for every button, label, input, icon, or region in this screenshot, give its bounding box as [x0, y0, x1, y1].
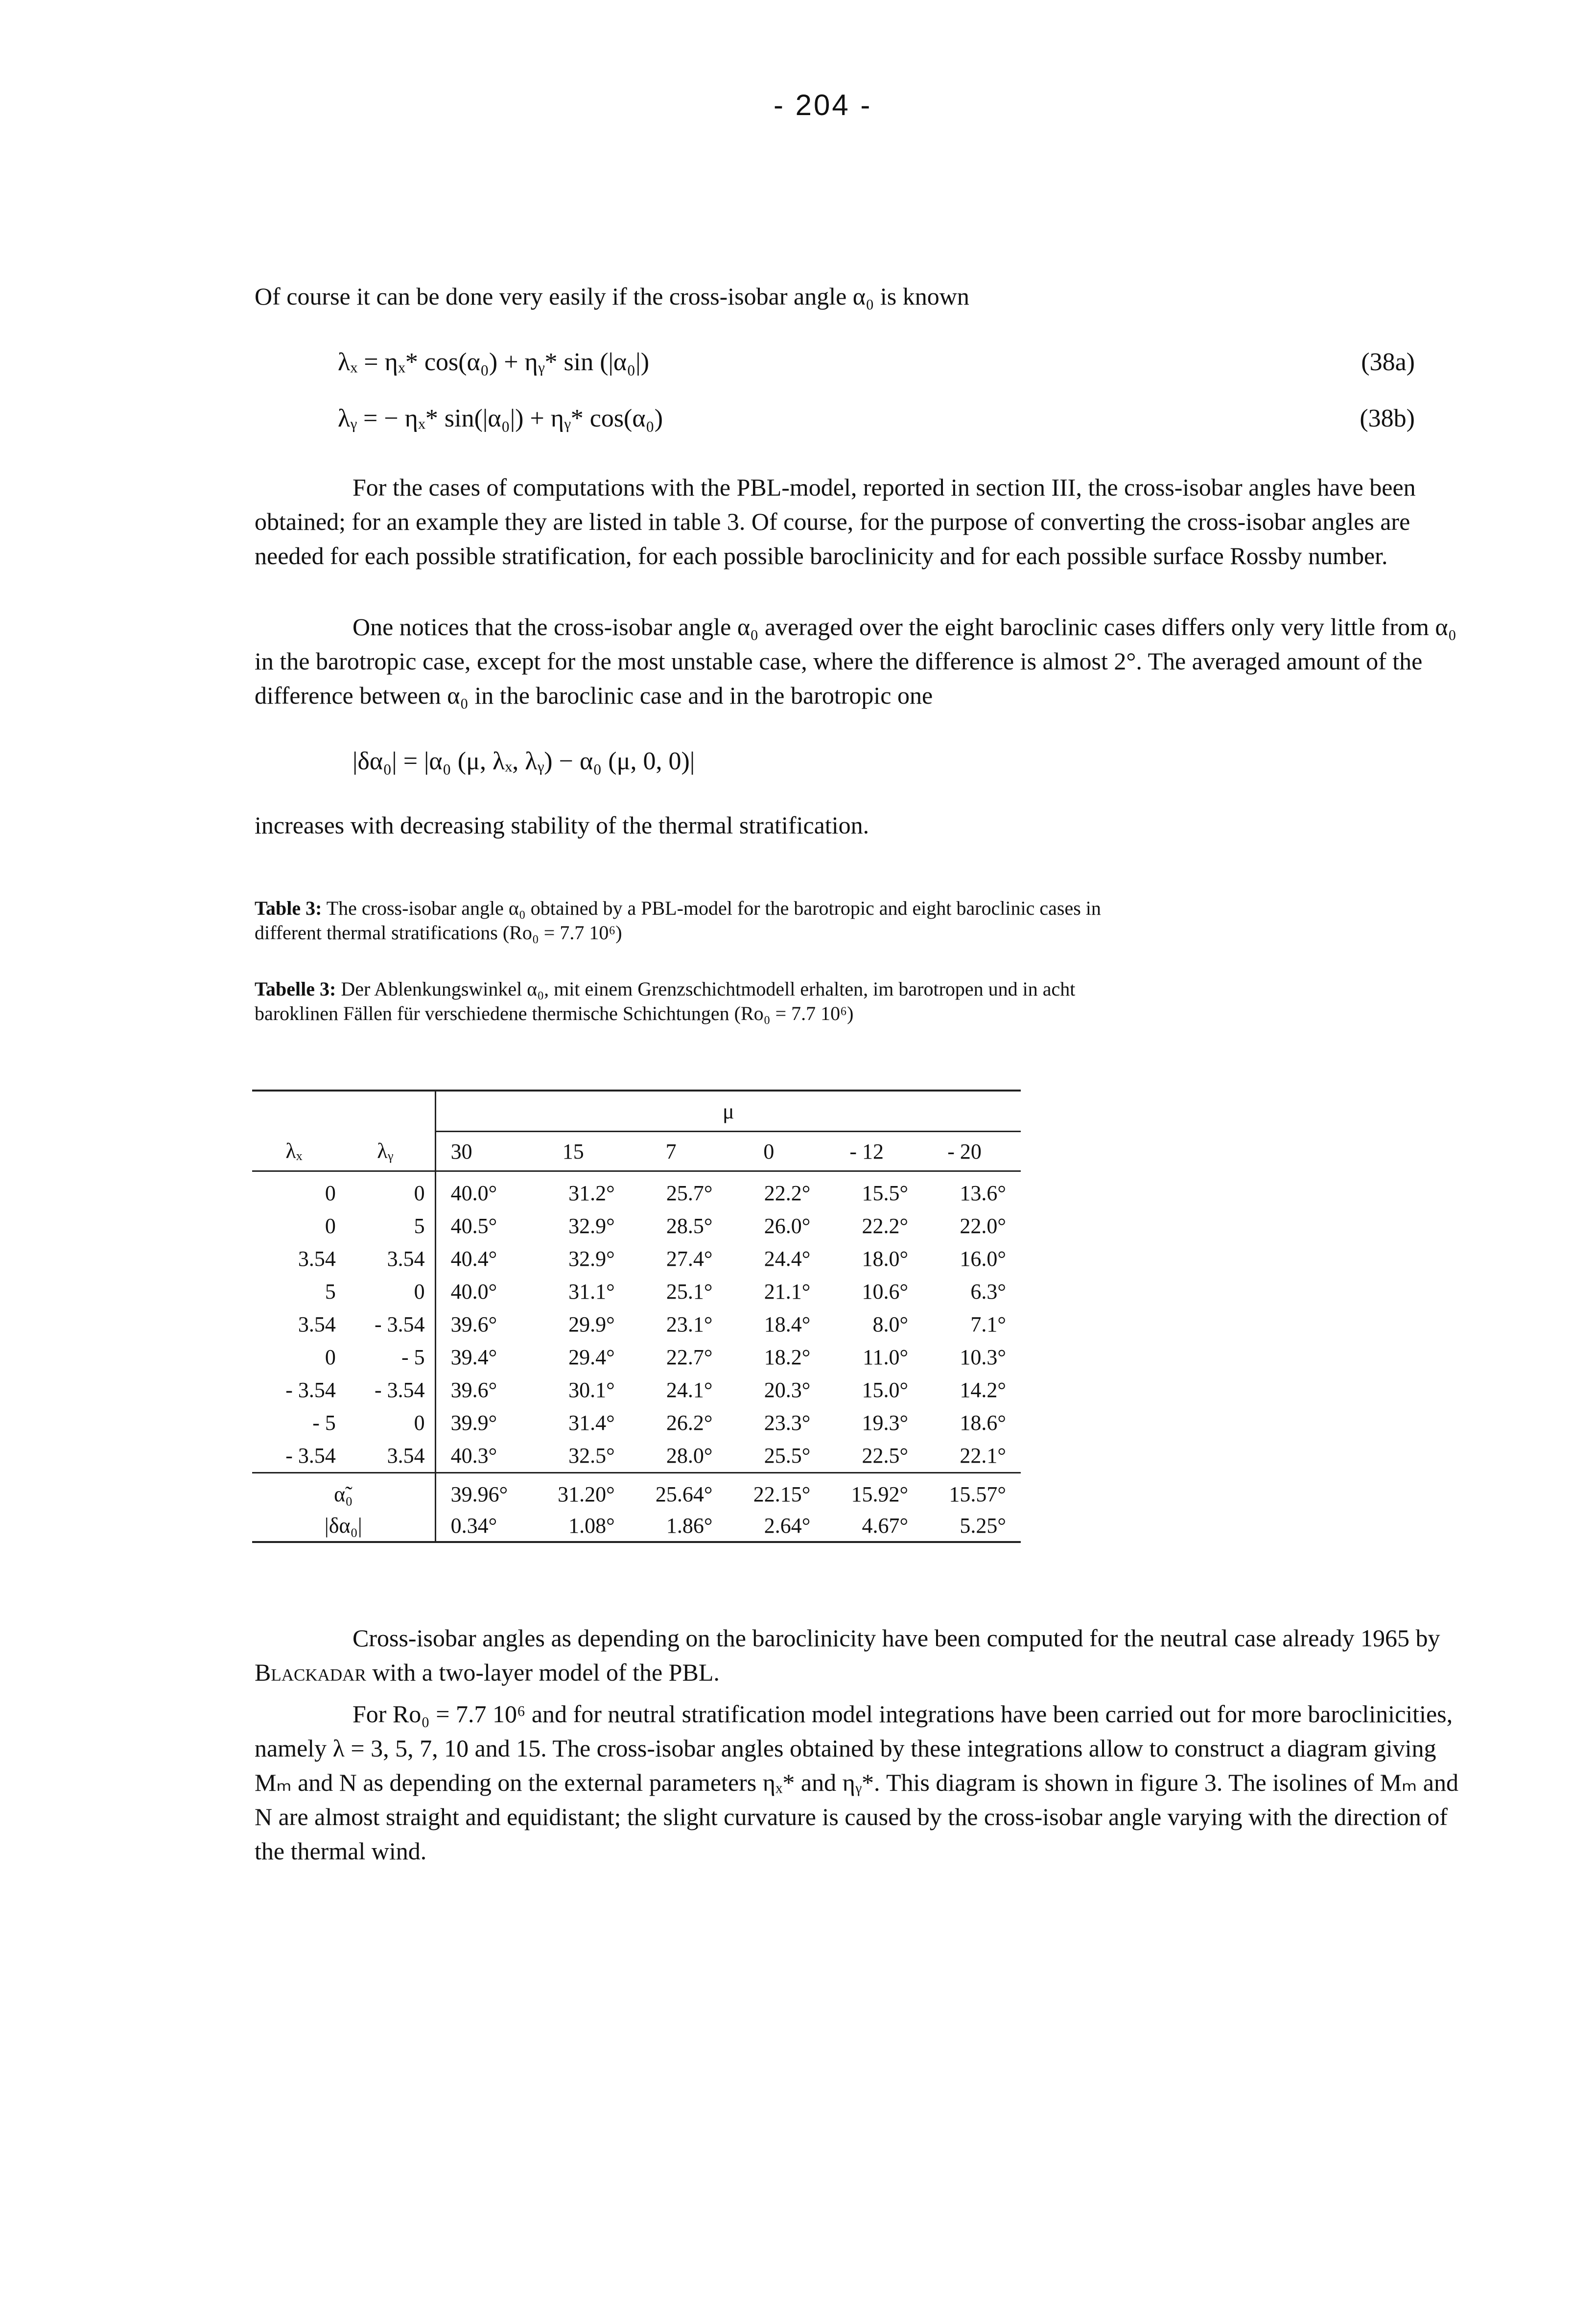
lambda-y-cell: 3.54 [346, 1439, 435, 1473]
angle-cell: 29.4° [568, 1345, 615, 1369]
page-number: - 204 - [774, 89, 872, 121]
summary-cell: 25.64° [655, 1482, 713, 1506]
angle-cell: 20.3° [764, 1378, 811, 1402]
lambda-x-cell: 0 [325, 1181, 336, 1205]
summary-cell: 2.64° [728, 1510, 825, 1542]
angle-cell: 32.9° [568, 1214, 615, 1238]
paragraph-text: with a two-layer model of the PBL. [366, 1659, 720, 1686]
lambda-y-cell: - 3.54 [346, 1374, 435, 1406]
angle-cell: 15.0° [862, 1378, 909, 1402]
angle-cell: 31.2° [568, 1181, 615, 1205]
summary-cell: 15.92° [851, 1482, 909, 1506]
mean-difference-label: |δα₀| [252, 1510, 435, 1542]
summary-cell: 4.67° [825, 1510, 923, 1542]
angle-cell: 19.3° [862, 1411, 909, 1435]
data-table [252, 1090, 1021, 1543]
angle-cell: 39.9° [450, 1411, 497, 1435]
lambda-y-cell: 0 [346, 1177, 435, 1210]
angle-cell: 40.0° [450, 1280, 497, 1304]
table-caption-german [255, 977, 1136, 1026]
angle-cell: 14.2° [960, 1378, 1006, 1402]
angle-cell: 13.6° [960, 1181, 1006, 1205]
lambda-y-cell: - 3.54 [346, 1308, 435, 1341]
lambda-x-cell: 0 [325, 1345, 336, 1369]
lambda-x-cell: 3.54 [298, 1312, 336, 1336]
lambda-x-cell: 0 [325, 1214, 336, 1238]
table-row [252, 1374, 1021, 1406]
angle-cell: 31.1° [568, 1280, 615, 1304]
angle-cell: 23.1° [666, 1312, 713, 1336]
table-caption-english [255, 896, 1136, 945]
summary-cell: 31.20° [558, 1482, 615, 1506]
angle-cell: 11.0° [863, 1345, 909, 1369]
angle-cell: 22.5° [862, 1444, 909, 1468]
lambda-y-cell: 0 [346, 1406, 435, 1439]
angle-cell: 22.1° [960, 1444, 1006, 1468]
mu-header: μ [435, 1091, 1021, 1132]
paragraph-neutral-stratification: For Ro₀ = 7.7 10⁶ and for neutral stratification model integrations have been carried out for more baroclinicities, namely λ = 3, 5, 7, 10 and 15. The cross-isobar angles obtained by these integrations allow to construct a diagram giving Mₘ and N as depending on the external parameters ηₓ* and ηᵧ*. This diagram is shown in figure 3. The isolines of Mₘ and N are almost straight and equidistant; the slight curvature is caused by the cross-isobar angle varying with the direction of the thermal wind. [255, 1700, 1458, 1865]
summary-cell: 0.34° [435, 1510, 532, 1542]
angle-cell: 25.5° [764, 1444, 811, 1468]
lambda-x-cell: - 3.54 [285, 1444, 336, 1468]
mu-value: 7 [630, 1132, 728, 1171]
equation-38a-label: (38a) [1361, 348, 1415, 376]
table-row [252, 1308, 1021, 1341]
angle-cell: 7.1° [970, 1312, 1006, 1336]
lambda-x-cell: - 5 [312, 1411, 336, 1435]
lambda-y-header: λᵧ [346, 1132, 435, 1171]
intro-paragraph: Of course it can be done very easily if the cross-isobar angle α₀ is known [255, 283, 969, 310]
table-row [252, 1210, 1021, 1242]
table-row [252, 1177, 1021, 1210]
table-row [252, 1341, 1021, 1374]
angle-cell: 32.5° [568, 1444, 615, 1468]
table-header-row [252, 1091, 1021, 1132]
lambda-x-cell: - 3.54 [285, 1378, 336, 1402]
angle-cell: 27.4° [666, 1247, 713, 1271]
angle-cell: 30.1° [568, 1378, 615, 1402]
summary-cell: 15.57° [949, 1482, 1006, 1506]
mean-angle-label: α̃₀ [252, 1478, 435, 1510]
mu-value: 15 [532, 1132, 630, 1171]
angle-cell: 39.6° [450, 1378, 497, 1402]
equation-38b: λᵧ = − ηₓ* sin(|α₀|) + ηᵧ* cos(α₀) [338, 404, 663, 432]
mu-value: 0 [728, 1132, 825, 1171]
angle-cell: 25.7° [666, 1181, 713, 1205]
angle-cell: 25.1° [666, 1280, 713, 1304]
angle-cell: 16.0° [960, 1247, 1006, 1271]
lambda-x-cell: 3.54 [298, 1247, 336, 1271]
equation-38a: λₓ = ηₓ* cos(α₀) + ηᵧ* sin (|α₀|) [338, 348, 650, 376]
lambda-y-cell: 0 [346, 1275, 435, 1308]
angle-cell: 18.6° [960, 1411, 1006, 1435]
angle-cell: 28.0° [666, 1444, 713, 1468]
paragraph-blackadar [255, 1621, 1459, 1689]
angle-cell: 24.1° [666, 1378, 713, 1402]
angle-cell: 39.6° [450, 1312, 497, 1336]
paragraph-stability: increases with decreasing stability of the thermal stratification. [255, 811, 869, 839]
caption-text: The cross-isobar angle α₀ obtained by a PBL-model for the barotropic and eight baroclinic cases in different thermal stratifications (Ro₀ = 7.7 10⁶) [255, 897, 1101, 944]
paragraph-pbl-computations: For the cases of computations with the PBL-model, reported in section III, the cross-isobar angles have been obtained; for an example they are listed in table 3. Of course, for the purpose of converting the cross-isobar angles are needed for each possible stratification, for each possible baroclinicity and for each possible surface Rossby number. [255, 474, 1416, 570]
angle-cell: 31.4° [568, 1411, 615, 1435]
angle-cell: 22.0° [960, 1214, 1006, 1238]
angle-cell: 8.0° [872, 1312, 909, 1336]
angle-cell: 28.5° [666, 1214, 713, 1238]
angle-cell: 39.4° [450, 1345, 497, 1369]
angle-cell: 23.3° [764, 1411, 811, 1435]
table-row [252, 1275, 1021, 1308]
mu-value: - 12 [825, 1132, 923, 1171]
mu-value: - 20 [923, 1132, 1021, 1171]
lambda-y-cell: 5 [346, 1210, 435, 1242]
angle-cell: 10.3° [960, 1345, 1006, 1369]
summary-cell: 1.86° [630, 1510, 728, 1542]
angle-cell: 6.3° [970, 1280, 1006, 1304]
caption-label: Table 3: [255, 897, 322, 919]
caption-text: Der Ablenkungswinkel α₀, mit einem Grenzschichtmodell erhalten, im barotropen und in acht baroklinen Fällen für verschiedene thermische Schichtungen (Ro₀ = 7.7 10⁶) [255, 978, 1076, 1024]
table-header-row [252, 1132, 1021, 1171]
angle-cell: 26.0° [764, 1214, 811, 1238]
angle-cell: 26.2° [666, 1411, 713, 1435]
angle-cell: 22.7° [666, 1345, 713, 1369]
lambda-y-cell: 3.54 [346, 1242, 435, 1275]
angle-cell: 22.2° [862, 1214, 909, 1238]
summary-cell: 5.25° [923, 1510, 1021, 1542]
lambda-x-header: λₓ [285, 1139, 303, 1163]
table-3 [252, 1090, 1021, 1543]
equation-38b-label: (38b) [1360, 404, 1415, 432]
summary-cell: 22.15° [753, 1482, 811, 1506]
angle-cell: 40.3° [450, 1444, 497, 1468]
summary-row-mean [252, 1478, 1021, 1510]
summary-cell: 39.96° [450, 1482, 508, 1506]
author-name: Blackadar [255, 1659, 366, 1686]
angle-cell: 18.2° [764, 1345, 811, 1369]
mu-value: 30 [435, 1132, 532, 1171]
paragraph-text: Cross-isobar angles as depending on the baroclinicity have been computed for the neutral case already 1965 by [352, 1624, 1440, 1652]
angle-cell: 40.0° [450, 1181, 497, 1205]
summary-row-difference [252, 1510, 1021, 1542]
angle-cell: 18.4° [764, 1312, 811, 1336]
angle-cell: 21.1° [764, 1280, 811, 1304]
table-row [252, 1439, 1021, 1473]
equation-delta-alpha: |δα₀| = |α₀ (μ, λₓ, λᵧ) − α₀ (μ, 0, 0)| [352, 747, 695, 775]
angle-cell: 32.9° [568, 1247, 615, 1271]
angle-cell: 10.6° [862, 1280, 909, 1304]
paragraph-averaged-angle: One notices that the cross-isobar angle α₀ averaged over the eight baroclinic cases differs only very little from α₀ in the barotropic case, except for the most unstable case, where the difference is almost 2°. The averaged amount of the difference between α₀ in the baroclinic case and in the barotropic one [255, 613, 1457, 709]
summary-cell: 1.08° [532, 1510, 630, 1542]
angle-cell: 29.9° [568, 1312, 615, 1336]
angle-cell: 18.0° [862, 1247, 909, 1271]
lambda-x-cell: 5 [325, 1280, 336, 1304]
caption-label: Tabelle 3: [255, 978, 336, 1000]
angle-cell: 24.4° [764, 1247, 811, 1271]
angle-cell: 40.5° [450, 1214, 497, 1238]
angle-cell: 22.2° [764, 1181, 811, 1205]
angle-cell: 40.4° [450, 1247, 497, 1271]
lambda-y-cell: - 5 [346, 1341, 435, 1374]
table-row [252, 1406, 1021, 1439]
table-row [252, 1242, 1021, 1275]
angle-cell: 15.5° [862, 1181, 909, 1205]
